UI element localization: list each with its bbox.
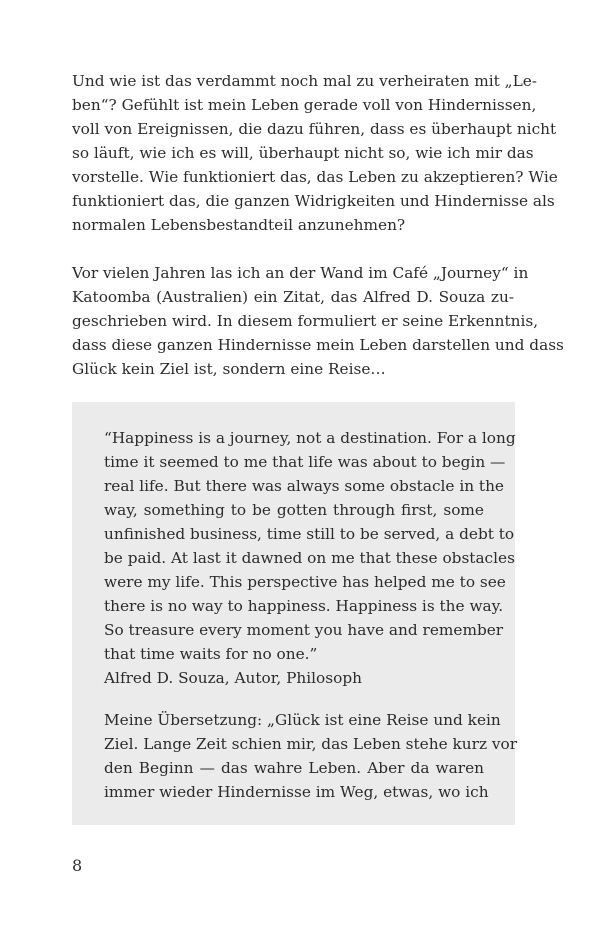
quote-attribution: Alfred D. Souza, Autor, Philosoph xyxy=(104,669,362,687)
quote-line: “Happiness is a journey, not a destination. For a long xyxy=(104,429,516,447)
translation-line: Ziel. Lange Zeit schien mir, das Leben stehe kurz vor xyxy=(104,735,518,753)
text-line: so läuft, wie ich es will, überhaupt nicht so, wie ich mir das xyxy=(72,144,534,162)
quote-text xyxy=(104,426,516,690)
text-line: geschrieben wird. In diesem formuliert er seine Erkenntnis, xyxy=(72,312,539,330)
text-line: normalen Lebensbestandteil anzunehmen? xyxy=(72,216,406,234)
quote-box xyxy=(72,402,518,825)
body-paragraph-2 xyxy=(72,261,564,381)
text-line: voll von Ereignissen, die dazu führen, dass es überhaupt nicht xyxy=(72,120,557,138)
quote-line: real life. But there was always some obstacle in the xyxy=(104,477,504,495)
quote-line: time it seemed to me that life was about to begin — xyxy=(104,453,506,471)
text-line: ben“? Gefühlt ist mein Leben gerade voll von Hindernissen, xyxy=(72,96,537,114)
quote-line: unfinished business, time still to be served, a debt to xyxy=(104,525,515,543)
quote-line: be paid. At last it dawned on me that these obstacles xyxy=(104,549,515,567)
quote-line: So treasure every moment you have and remember xyxy=(104,621,504,639)
translation-line: den Beginn — das wahre Leben. Aber da waren xyxy=(104,759,484,777)
text-line: Katoomba (Australien) ein Zitat, das Alfred D. Souza zu- xyxy=(72,288,514,306)
text-line: Und wie ist das verdammt noch mal zu verheiraten mit „Le- xyxy=(72,72,537,90)
translation-line: Meine Übersetzung: „Glück ist eine Reise und kein xyxy=(104,711,501,729)
text-line: Glück kein Ziel ist, sondern eine Reise… xyxy=(72,360,386,378)
quote-line: were my life. This perspective has helped me to see xyxy=(104,573,506,591)
text-line: funktioniert das, die ganzen Widrigkeiten und Hindernisse als xyxy=(72,192,555,210)
quote-line: that time waits for no one.” xyxy=(104,645,318,663)
text-line: vorstelle. Wie funktioniert das, das Leben zu akzeptieren? Wie xyxy=(72,168,558,186)
body-paragraph-1 xyxy=(72,69,558,237)
translation-text xyxy=(104,708,518,804)
text-line: dass diese ganzen Hindernisse mein Leben darstellen und dass xyxy=(72,336,564,354)
text-line: Vor vielen Jahren las ich an der Wand im Café „Journey“ in xyxy=(72,264,529,282)
quote-line: there is no way to happiness. Happiness is the way. xyxy=(104,597,504,615)
page-number: 8 xyxy=(72,856,83,875)
translation-line: immer wieder Hindernisse im Weg, etwas, wo ich xyxy=(104,783,489,801)
quote-line: way, something to be gotten through first, some xyxy=(104,501,484,519)
